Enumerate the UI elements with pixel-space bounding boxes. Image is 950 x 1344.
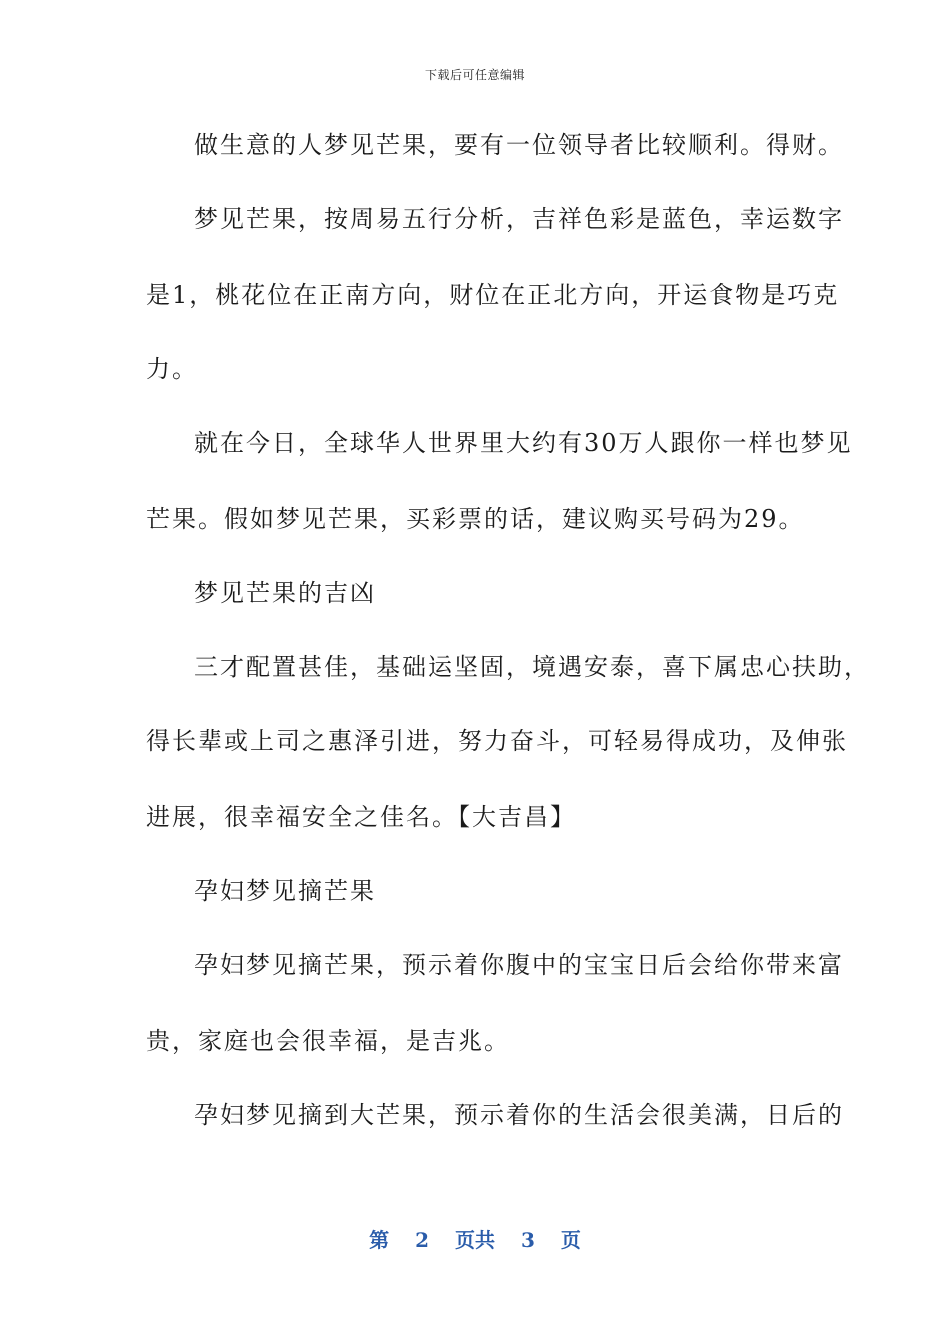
paragraph-line: 芒果。假如梦见芒果，买彩票的话，建议购买号码为29。 [146,505,805,533]
paragraph-line: 就在今日，全球华人世界里大约有30万人跟你一样也梦见 [194,429,853,457]
page-footer [0,1224,950,1253]
paragraph-line: 是1，桃花位在正南方向，财位在正北方向，开运食物是巧克 [146,281,840,309]
page-header: 下载后可任意编辑 [424,68,525,82]
section-heading: 梦见芒果的吉凶 [194,579,376,607]
paragraph-line: 孕妇梦见摘到大芒果，预示着你的生活会很美满，日后的 [194,1101,844,1129]
paragraph-line: 孕妇梦见摘芒果，预示着你腹中的宝宝日后会给你带来富 [194,951,844,979]
paragraph-line: 力。 [146,355,198,383]
paragraph-line: 贵，家庭也会很幸福，是吉兆。 [146,1027,510,1055]
paragraph-line: 梦见芒果，按周易五行分析，吉祥色彩是蓝色，幸运数字 [194,205,844,233]
current-page-number: 2 [415,1228,429,1252]
paragraph-line: 做生意的人梦见芒果，要有一位领导者比较顺利。得财。 [194,131,844,159]
paragraph-line: 得长辈或上司之惠泽引进，努力奋斗，可轻易得成功，及伸张 [146,727,848,755]
total-page-number: 3 [521,1228,535,1252]
footer-middle: 页共 [455,1228,495,1252]
footer-prefix: 第 [369,1228,390,1252]
paragraph-line: 三才配置甚佳，基础运坚固，境遇安泰，喜下属忠心扶助， [194,653,870,681]
footer-suffix: 页 [560,1228,581,1252]
paragraph-line: 进展，很幸福安全之佳名。【大吉昌】 [146,803,576,831]
section-heading: 孕妇梦见摘芒果 [194,877,376,905]
